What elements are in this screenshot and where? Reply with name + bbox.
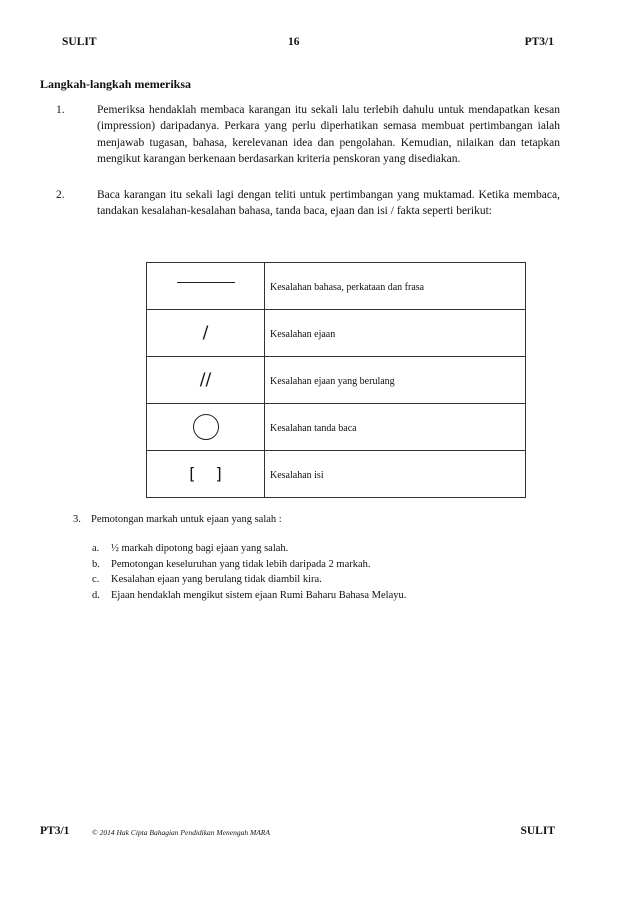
header-classification: SULIT bbox=[62, 36, 97, 48]
copyright-notice: © 2014 Hak Cipta Bahagian Pendidikan Menengah MARA bbox=[92, 828, 270, 837]
description-cell: Kesalahan ejaan yang berulang bbox=[265, 357, 526, 404]
sub-item-letter: a. bbox=[92, 543, 100, 554]
table-row bbox=[147, 263, 526, 310]
description-cell: Kesalahan ejaan bbox=[265, 310, 526, 357]
sub-item-letter: c. bbox=[92, 574, 100, 585]
sub-item-text: Pemotongan keseluruhan yang tidak lebih daripada 2 markah. bbox=[111, 558, 371, 570]
symbol-cell bbox=[147, 310, 265, 357]
symbol-cell bbox=[147, 404, 265, 451]
sub-item-letter: d. bbox=[92, 589, 100, 601]
page-header bbox=[62, 36, 556, 50]
sub-item-letter: b. bbox=[92, 558, 100, 570]
section-heading: Langkah-langkah memeriksa bbox=[40, 77, 192, 91]
spelling-deduction-list bbox=[92, 541, 406, 603]
footer-paper-code: PT3/1 bbox=[40, 825, 70, 837]
open-bracket: [ bbox=[189, 464, 196, 483]
description-cell: Kesalahan tanda baca bbox=[265, 404, 526, 451]
symbol-cell bbox=[147, 451, 265, 498]
table-row bbox=[147, 310, 526, 357]
sub-item-text: Ejaan hendaklah mengikut sistem ejaan Rumi Baharu Bahasa Melayu. bbox=[111, 589, 407, 601]
table-row bbox=[147, 357, 526, 404]
square-brackets-icon bbox=[189, 464, 222, 483]
description-cell: Kesalahan isi bbox=[265, 451, 526, 498]
double-slash-icon: // bbox=[199, 370, 212, 390]
item-text: Pemotongan markah untuk ejaan yang salah : bbox=[91, 514, 282, 525]
sub-item bbox=[92, 588, 406, 604]
table-row bbox=[147, 451, 526, 498]
sub-item bbox=[92, 572, 406, 588]
sub-item-text: Kesalahan ejaan yang berulang tidak diambil kira. bbox=[111, 574, 322, 585]
header-paper-code: PT3/1 bbox=[524, 36, 554, 48]
page-number: 16 bbox=[288, 36, 300, 48]
close-bracket: ] bbox=[215, 464, 222, 483]
item-number: 2. bbox=[56, 189, 65, 201]
marking-symbols-table bbox=[146, 262, 526, 498]
description-cell: Kesalahan bahasa, perkataan dan frasa bbox=[265, 263, 526, 310]
sub-item bbox=[92, 557, 406, 573]
circle-mark-icon bbox=[193, 414, 219, 440]
item-number: 1. bbox=[56, 104, 65, 116]
symbol-cell bbox=[147, 357, 265, 404]
single-slash-icon: / bbox=[202, 323, 209, 343]
item-text: Pemeriksa hendaklah membaca karangan itu sekali lalu terlebih dahulu untuk mendapatkan kesan (impression) daripadanya. Perkara yang perlu diperhatikan semasa membuat pertimbangan ialah menjawab tugasan, bahasa, kerelevanan idea dan pengolahan. Kemudian, nilaikan dan tetapkan mengikut karangan berkenaan berdasarkan kriteria penskoran yang disediakan. bbox=[97, 104, 560, 166]
item-text: Baca karangan itu sekali lagi dengan teliti untuk pertimbangan yang muktamad. Ketika membaca, tandakan kesalahan-kesalahan bahasa, tanda baca, ejaan dan isi / fakta seperti berikut: bbox=[97, 189, 560, 218]
symbol-cell bbox=[147, 263, 265, 310]
sub-item-text: ½ markah dipotong bagi ejaan yang salah. bbox=[111, 543, 289, 554]
underline-mark-icon bbox=[177, 282, 235, 283]
item-number: 3. bbox=[73, 514, 81, 525]
footer-classification: SULIT bbox=[520, 825, 555, 837]
sub-item bbox=[92, 541, 406, 557]
table-row bbox=[147, 404, 526, 451]
page-footer bbox=[40, 825, 555, 839]
